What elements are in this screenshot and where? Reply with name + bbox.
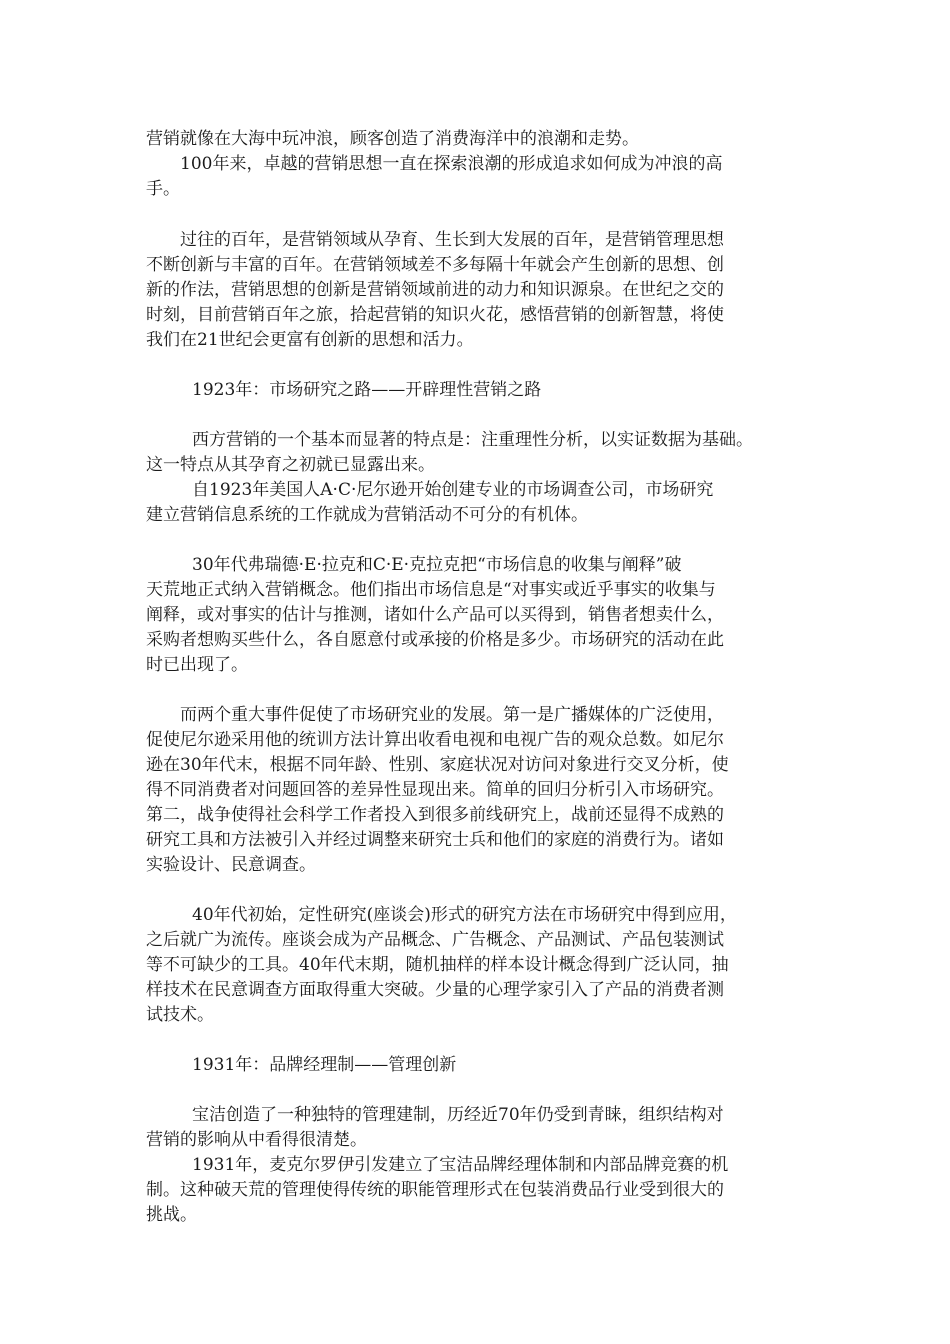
- text-line: 这一特点从其孕育之初就已显露出来。: [146, 455, 435, 475]
- text-line: 营销的影响从中看得很清楚。: [146, 1130, 367, 1150]
- text-line: 而两个重大事件促使了市场研究业的发展。第一是广播媒体的广泛使用，: [180, 705, 724, 725]
- text-line: 制。这种破天荒的管理使得传统的职能管理形式在包装消费品行业受到很大的: [146, 1180, 724, 1200]
- text-line: 之后就广为流传。座谈会成为产品概念、广告概念、产品测试、产品包装测试: [146, 930, 724, 950]
- text-line: 促使尼尔逊采用他的统训方法计算出收看电视和电视广告的观众总数。如尼尔: [146, 730, 724, 750]
- text-line: 40年代初始，定性研究(座谈会)形式的研究方法在市场研究中得到应用，: [192, 905, 737, 925]
- text-line: 挑战。: [146, 1205, 197, 1225]
- text-line: 时已出现了。: [146, 655, 248, 675]
- text-line: 研究工具和方法被引入并经过调整来研究士兵和他们的家庭的消费行为。诸如: [146, 830, 724, 850]
- text-line: 逊在30年代末，根据不同年龄、性别、家庭状况对访问对象进行交叉分析，使: [146, 755, 729, 775]
- text-line: 西方营销的一个基本而显著的特点是：注重理性分析，以实证数据为基础。: [192, 430, 753, 450]
- text-line: 试技术。: [146, 1005, 214, 1025]
- text-line: 自1923年美国人A·C·尼尔逊开始创建专业的市场调查公司，市场研究: [192, 480, 714, 500]
- text-line: 宝洁创造了一种独特的管理建制，历经近70年仍受到青睐，组织结构对: [192, 1105, 724, 1125]
- text-line: 新的作法，营销思想的创新是营销领域前进的动力和知识源泉。在世纪之交的: [146, 280, 724, 300]
- text-line: 不断创新与丰富的百年。在营销领域差不多每隔十年就会产生创新的思想、创: [146, 255, 724, 275]
- text-line: 100年来，卓越的营销思想一直在探索浪潮的形成追求如何成为冲浪的高: [180, 154, 723, 174]
- text-line: 等不可缺少的工具。40年代末期，随机抽样的样本设计概念得到广泛认同，抽: [146, 955, 729, 975]
- text-line: 建立营销信息系统的工作就成为营销活动不可分的有机体。: [146, 505, 588, 525]
- text-line: 过往的百年，是营销领域从孕育、生长到大发展的百年，是营销管理思想: [180, 230, 724, 250]
- text-line: 1931年：品牌经理制——管理创新: [192, 1055, 457, 1075]
- text-line: 得不同消费者对问题回答的差异性显现出来。简单的回归分析引入市场研究。: [146, 780, 724, 800]
- text-line: 实验设计、民意调查。: [146, 855, 316, 875]
- text-line: 30年代弗瑞德·E·拉克和C·E·克拉克把“市场信息的收集与阐释”破: [192, 555, 682, 575]
- text-line: 1923年：市场研究之路——开辟理性营销之路: [192, 380, 542, 400]
- text-line: 采购者想购买些什么，各自愿意付或承接的价格是多少。市场研究的活动在此: [146, 630, 724, 650]
- text-line: 营销就像在大海中玩冲浪，顾客创造了消费海洋中的浪潮和走势。: [146, 129, 639, 149]
- text-line: 时刻，目前营销百年之旅，拾起营销的知识火花，感悟营销的创新智慧，将使: [146, 305, 724, 325]
- text-line: 天荒地正式纳入营销概念。他们指出市场信息是“对事实或近乎事实的收集与: [146, 580, 716, 600]
- text-line: 我们在21世纪会更富有创新的思想和活力。: [146, 330, 474, 350]
- text-line: 阐释，或对事实的估计与推测，诸如什么产品可以买得到，销售者想卖什么，: [146, 605, 724, 625]
- text-line: 样技术在民意调查方面取得重大突破。少量的心理学家引入了产品的消费者测: [146, 980, 724, 1000]
- text-line: 1931年，麦克尔罗伊引发建立了宝洁品牌经理体制和内部品牌竞赛的机: [192, 1155, 729, 1175]
- text-line: 第二，战争使得社会科学工作者投入到很多前线研究上，战前还显得不成熟的: [146, 805, 724, 825]
- text-line: 手。: [146, 179, 180, 199]
